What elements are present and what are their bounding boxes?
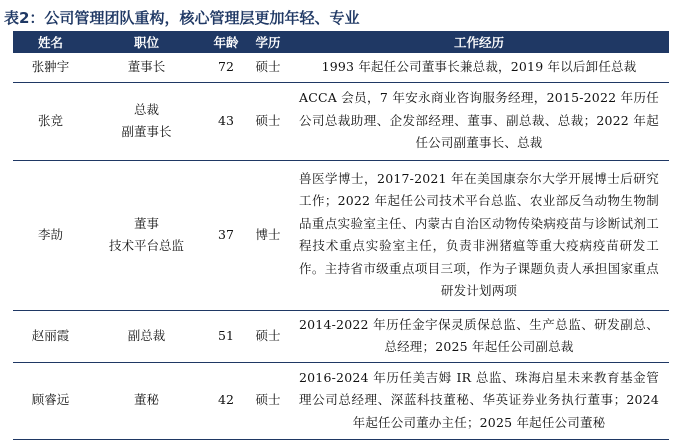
- cell-name: 张翀宇: [13, 53, 88, 82]
- table-row: [13, 53, 669, 82]
- management-table: [13, 31, 669, 440]
- cell-age: 42: [205, 362, 247, 439]
- cell-age: 72: [205, 53, 247, 82]
- cell-experience: 1993 年起任公司董事长兼总裁，2019 年以后卸任总裁: [289, 53, 669, 82]
- header-position: 职位: [88, 31, 205, 53]
- position-line: 董秘: [133, 392, 159, 408]
- table-header: [13, 31, 669, 53]
- cell-position: [88, 53, 205, 82]
- cell-name: 赵丽霞: [13, 310, 88, 362]
- position-line: 董事: [133, 215, 159, 231]
- cell-education: 硕士: [247, 310, 289, 362]
- cell-education: 硕士: [247, 53, 289, 82]
- header-education: 学历: [247, 31, 289, 53]
- cell-position: [88, 160, 205, 310]
- table-body: [13, 53, 669, 439]
- cell-name: 顾睿远: [13, 362, 88, 439]
- table-row: [13, 362, 669, 439]
- position-line: 董事长: [127, 59, 166, 74]
- header-name: 姓名: [13, 31, 88, 53]
- cell-experience: 2014-2022 年历任金宇保灵质保总监、生产总监、研发副总、总经理；2025 年起任公司副总裁: [289, 310, 669, 362]
- header-experience: 工作经历: [289, 31, 669, 53]
- table-title: 表2：公司管理团队重构，核心管理层更加年轻、专业: [4, 9, 360, 27]
- cell-position: [88, 82, 205, 160]
- position-line: 副董事长: [121, 124, 172, 139]
- cell-position: [88, 362, 205, 439]
- position-line: 总裁: [133, 101, 159, 117]
- cell-education: 博士: [247, 160, 289, 310]
- cell-age: 51: [205, 310, 247, 362]
- cell-name: 李劼: [13, 160, 88, 310]
- position-line: 副总裁: [127, 327, 166, 343]
- cell-age: 37: [205, 160, 247, 310]
- cell-name: 张竞: [13, 82, 88, 160]
- position-line: 技术平台总监: [108, 238, 184, 253]
- cell-education: 硕士: [247, 362, 289, 439]
- header-age: 年龄: [205, 31, 247, 53]
- cell-experience: 兽医学博士，2017-2021 年在美国康奈尔大学开展博士后研究工作；2022 年起任公司技术平台总监、农业部反刍动物生物制品重点实验室主任、内蒙古自治区动物传染病疫苗与诊断试剂工程技术重点实验室主任，负责非洲猪瘟等重大疫病疫苗研发工作。主持省市级重点项目三项，作为子课题负责人承担国家重点研发计划两项: [289, 160, 669, 310]
- cell-age: 43: [205, 82, 247, 160]
- table-row: [13, 310, 669, 362]
- cell-experience: 2016-2024 年历任美吉姆 IR 总监、珠海启星未来教育基金管理公司总经理、深蓝科技董秘、华英证券业务执行董事；2024 年起任公司董办主任；2025 年起任公司董秘: [289, 362, 669, 439]
- table-row: [13, 82, 669, 160]
- header-row: [13, 31, 669, 53]
- cell-experience: ACCA 会员，7 年安永商业咨询服务经理，2015-2022 年历任公司总裁助理、企发部经理、董事、副总裁、总裁；2022 年起任公司副董事长、总裁: [289, 82, 669, 160]
- cell-education: 硕士: [247, 82, 289, 160]
- cell-position: [88, 310, 205, 362]
- table-row: [13, 160, 669, 310]
